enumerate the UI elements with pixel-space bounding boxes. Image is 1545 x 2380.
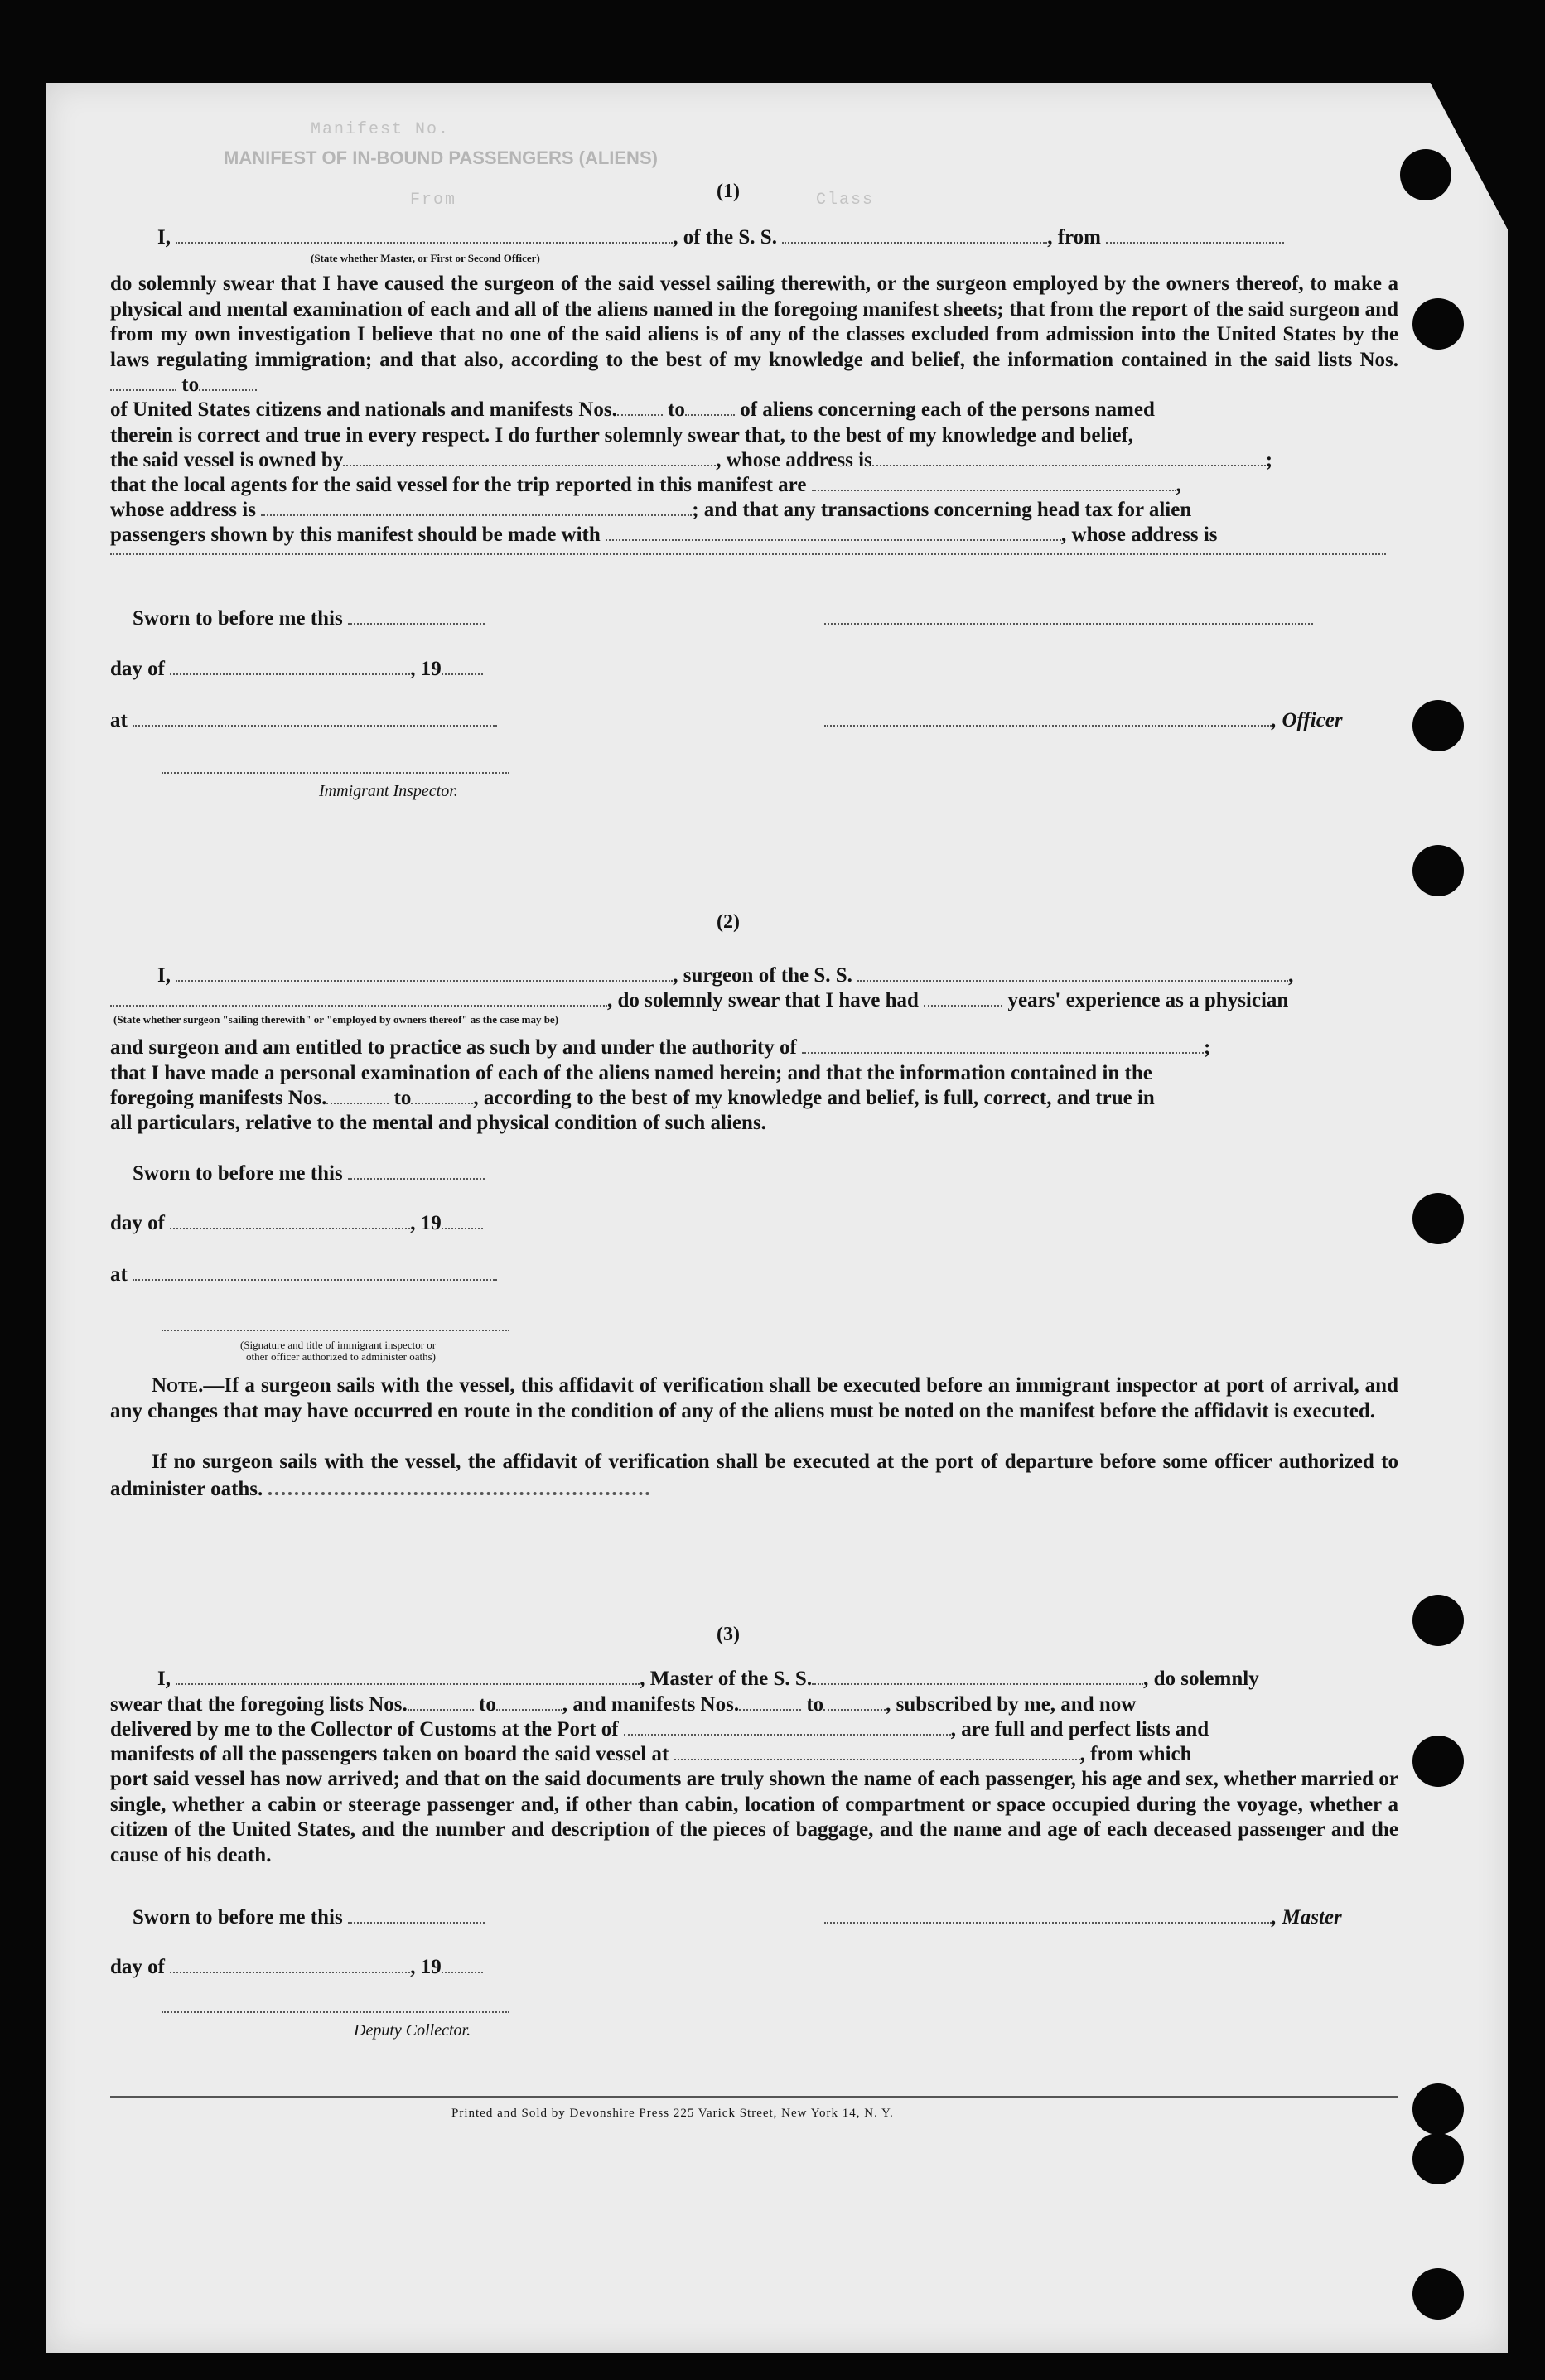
punch-hole [1412, 298, 1464, 350]
section-1-citizens-line: of United States citizens and nationals and manifests Nos. to of aliens concerning each of the persons named [110, 398, 1155, 421]
section-2-line-2: , do solemnly swear that I have had years' experience as a physician [110, 988, 1288, 1013]
section-3-sworn: Sworn to before me this [133, 1905, 485, 1930]
deputy-collector-caption: Deputy Collector. [354, 2021, 471, 2040]
section-3-line-3: delivered by me to the Collector of Customs at the Port of , are full and perfect lists and [110, 1718, 1209, 1740]
section-2-number: (2) [717, 911, 740, 933]
punch-hole [1412, 845, 1464, 896]
punch-hole [1412, 2268, 1464, 2320]
section-2-line-4: that I have made a personal examination of each of the aliens named herein; and that the information contained in the [110, 1062, 1152, 1084]
section-2-signature-line [162, 1330, 509, 1331]
punch-hole [1412, 1595, 1464, 1646]
section-2-sworn: Sworn to before me this [133, 1161, 485, 1186]
faint-class: Class [816, 191, 875, 210]
section-2-line-3: and surgeon and am entitled to practice as such by and under the authority of ; [110, 1036, 1211, 1059]
note-paragraph-2: If no surgeon sails with the vessel, the affidavit of verification shall be executed at the port of departure before some officer authorized to administer oaths. [110, 1451, 1398, 1500]
punch-hole [1412, 2083, 1464, 2135]
section-1-officer-line: , Officer [824, 708, 1343, 733]
address-blank-line [110, 553, 1386, 555]
immigrant-inspector-caption: Immigrant Inspector. [319, 782, 458, 800]
section-1-sworn: Sworn to before me this [133, 606, 485, 631]
section-2-line-1: I, , surgeon of the S. S. , [157, 964, 1294, 987]
caption-master: (State whether Master, or First or Second Officer) [311, 252, 540, 264]
signature-caption-2: other officer authorized to administer oaths) [246, 1350, 436, 1363]
note-paragraph: Note.—If a surgeon sails with the vessel, this affidavit of verification shall be executed before an immigrant inspector at port of arrival, and any changes that may have occurred en route in the condition of any of the aliens must be noted on the manifest before the affidavit is executed. [110, 1374, 1398, 1422]
section-2-line-5: foregoing manifests Nos. to , according to the best of my knowledge and belief, is full, correct, and true in [110, 1087, 1155, 1109]
caption-surgeon: (State whether surgeon "sailing therewith" or "employed by owners thereof" as the case may be) [113, 1013, 559, 1026]
inspector-signature-line [162, 772, 509, 774]
faint-manifest-title: MANIFEST OF IN-BOUND PASSENGERS (ALIENS) [224, 147, 658, 168]
punch-hole [1412, 2133, 1464, 2184]
section-1-address-line: whose address is ; and that any transactions concerning head tax for alien [110, 499, 1192, 521]
punch-hole [1412, 1736, 1464, 1787]
section-1-number: (1) [717, 181, 740, 202]
section-1-at: at [110, 708, 497, 733]
section-1-owned-line: the said vessel is owned by , whose address is ; [110, 449, 1273, 471]
punch-hole [1412, 1193, 1464, 1244]
section-3-line-1: I, , Master of the S. S. , do solemnly [157, 1668, 1259, 1690]
section-2-at: at [110, 1262, 497, 1287]
punch-hole [1400, 149, 1451, 200]
printer-imprint: Printed and Sold by Devonshire Press 225 Varick Street, New York 14, N. Y. [451, 2107, 894, 2120]
section-2-line-6: all particulars, relative to the mental and physical condition of such aliens. [110, 1112, 766, 1134]
section-3-number: (3) [717, 1624, 740, 1645]
footer-rule [110, 2096, 1398, 2098]
section-2-day-of: day of , 19 [110, 1211, 483, 1236]
section-1-day-of: day of , 19 [110, 657, 483, 682]
section-3-day-of: day of , 19 [110, 1955, 483, 1980]
section-1-therein-line: therein is correct and true in every respect. I do further solemnly swear that, to the best of my knowledge and belief, [110, 424, 1134, 447]
section-3-line-2: swear that the foregoing lists Nos. to , and manifests Nos. to , subscribed by me, and now [110, 1693, 1137, 1716]
punch-hole [1412, 700, 1464, 751]
faint-manifest-no: Manifest No. [311, 120, 451, 139]
section-1-officer-blank-top [824, 623, 1313, 625]
section-1-passengers-line: passengers shown by this manifest should be made with , whose address is [110, 524, 1218, 546]
section-3-master-line: , Master [824, 1905, 1342, 1930]
faint-from: From [410, 191, 457, 210]
signature-caption-1: (Signature and title of immigrant inspector or [240, 1339, 437, 1351]
section-3-line-4: manifests of all the passengers taken on board the said vessel at , from which [110, 1743, 1192, 1765]
section-3-paragraph: port said vessel has now arrived; and that on the said documents are truly shown the name of each passenger, his age and sex, whether married or single, whether a cabin or steerage passenger and, if other than cabin, location of compartment or space occupied during the voyage, whether a citizen of the United States, and the number and description of the pieces of baggage, and the name and age of each deceased passenger and the cause of his death. [110, 1768, 1398, 1866]
manifest-back-sheet [46, 83, 1508, 2353]
section-1-agents-line: that the local agents for the said vessel for the trip reported in this manifest are , [110, 474, 1181, 496]
section-1-line-1: I, , of the S. S. , from [157, 225, 1400, 250]
deputy-collector-line [162, 2011, 509, 2013]
section-1-paragraph: do solemnly swear that I have caused the surgeon of the said vessel sailing therewith, or the surgeon employed by the owners thereof, to make a physical and mental examination of each and all of the aliens named in the foregoing manifest sheets; that from the report of the said surgeon and from my own investigation I believe that no one of the said aliens is of any of the classes excluded from admission into the United States by the laws regulating immigration; and that also, according to the best of my knowledge and belief, the information contained in the said lists Nos. to [110, 273, 1398, 396]
